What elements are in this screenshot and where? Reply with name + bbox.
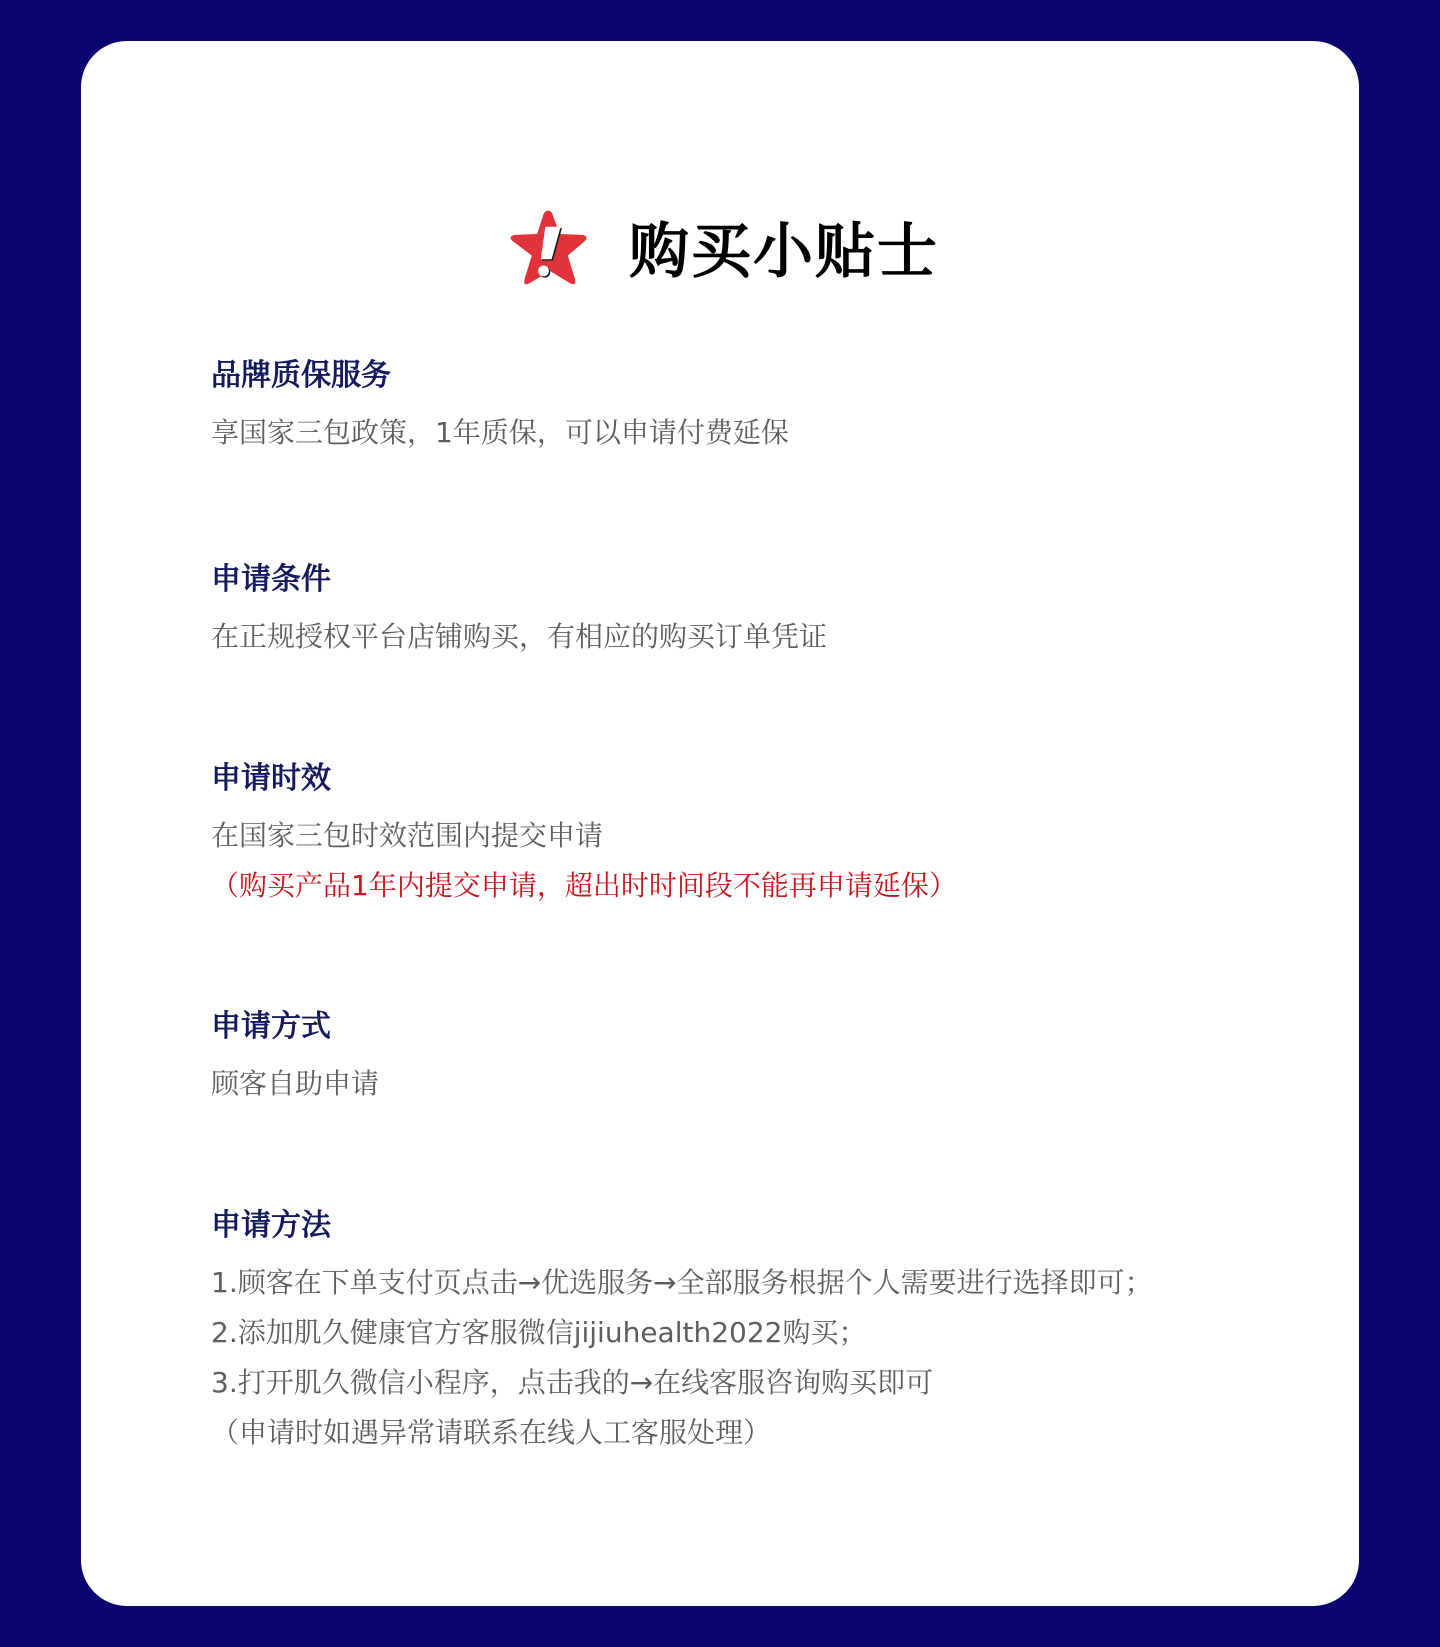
highlight-note: （购买产品1年内提交申请，超出时时间段不能再申请延保）	[211, 869, 957, 902]
section-text: 享国家三包政策，1年质保，可以申请付费延保	[211, 416, 789, 449]
section-text: 顾客自助申请	[211, 1067, 380, 1100]
support-note: （申请时如遇异常请联系在线人工客服处理）	[211, 1416, 772, 1449]
section-heading: 申请时效	[211, 761, 331, 796]
section-warranty	[211, 356, 1291, 458]
section-time-limit	[211, 759, 1291, 911]
tips-card	[81, 41, 1359, 1606]
section-conditions	[211, 560, 1291, 662]
section-heading: 申请方式	[211, 1009, 331, 1044]
section-text: 在国家三包时效范围内提交申请	[211, 819, 604, 852]
step-1-text: 1.顾客在下单支付页点击→优选服务→全部服务根据个人需要进行选择即可；	[211, 1266, 1153, 1299]
section-heading: 申请方法	[211, 1208, 331, 1243]
step-2-text: 2.添加肌久健康官方客服微信jijiuhealth2022购买；	[211, 1316, 867, 1349]
section-method	[211, 1007, 1291, 1109]
section-text: 在正规授权平台店铺购买，有相应的购买订单凭证	[211, 620, 828, 653]
section-procedure	[211, 1206, 1291, 1458]
section-heading: 品牌质保服务	[211, 358, 391, 393]
section-heading: 申请条件	[211, 562, 331, 597]
exclamation-star-icon	[501, 207, 595, 297]
page-title: 购买小贴士	[629, 217, 939, 287]
step-3-text: 3.打开肌久微信小程序，点击我的→在线客服咨询购买即可	[211, 1366, 934, 1399]
title-bar	[81, 207, 1359, 297]
